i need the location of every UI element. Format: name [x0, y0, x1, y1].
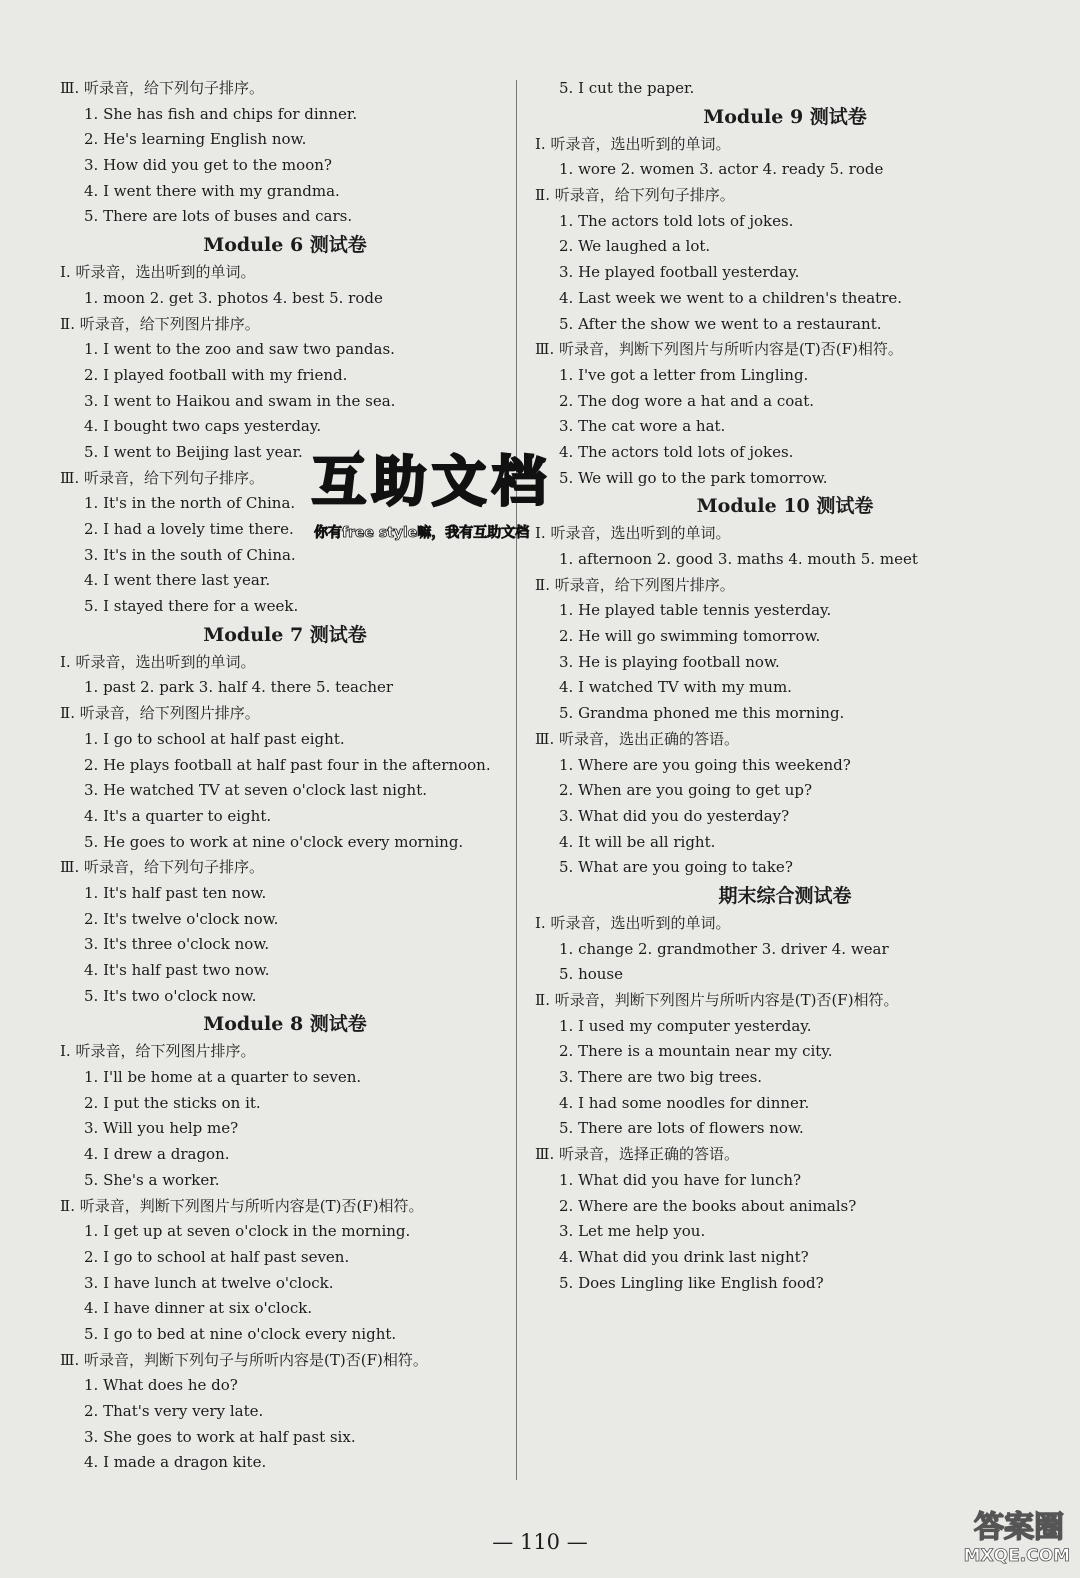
- answer-line: 1. Where are you going this weekend?: [559, 755, 851, 774]
- answer-line: 5. I went to Beijing last year.: [84, 442, 303, 461]
- answer-line: 1. What does he do?: [84, 1376, 238, 1395]
- question-heading: Ⅱ. 听录音，判断下列图片与所听内容是(T)否(F)相符。: [535, 991, 899, 1009]
- corner-logo-url: MXQE.COM: [963, 1546, 1070, 1566]
- answer-line: 3. The cat wore a hat.: [559, 417, 726, 436]
- answer-line: 4. I drew a dragon.: [84, 1145, 230, 1164]
- answer-line: 4. It's half past two now.: [84, 961, 270, 979]
- answer-line: 5. Does Lingling like English food?: [559, 1273, 824, 1292]
- question-heading: Ⅱ. 听录音，判断下列图片与所听内容是(T)否(F)相符。: [60, 1196, 424, 1215]
- answer-line: 4. Last week we went to a children's theatre.: [559, 288, 903, 307]
- answer-line: 2. We laughed a lot.: [559, 237, 711, 256]
- answer-line: 3. It's in the south of China.: [84, 545, 296, 564]
- answer-line: 1. I used my computer yesterday.: [559, 1016, 812, 1035]
- answer-line: 2. The dog wore a hat and a coat.: [559, 391, 815, 410]
- answer-line: 1. She has fish and chips for dinner.: [84, 104, 358, 123]
- section-title: 期末综合测试卷: [718, 884, 852, 907]
- section-title: Module 8 测试卷: [203, 1013, 367, 1036]
- answer-line: 1. The actors told lots of jokes.: [559, 211, 794, 230]
- answer-line: 2. He plays football at half past four in the afternoon.: [84, 755, 491, 774]
- watermark-main: 互助文档: [312, 450, 552, 513]
- answer-line: 2. When are you going to get up?: [559, 781, 813, 800]
- answer-line: 4. I bought two caps yesterday.: [84, 417, 322, 436]
- answer-line: 1. change 2. grandmother 3. driver 4. wear: [559, 939, 889, 958]
- question-heading: Ⅲ. 听录音，判断下列图片与所听内容是(T)否(F)相符。: [535, 340, 903, 359]
- question-heading: Ⅱ. 听录音，给下列句子排序。: [535, 186, 735, 205]
- question-heading: Ⅲ. 听录音，给下列句子排序。: [60, 79, 265, 97]
- section-title: Module 6 测试卷: [203, 234, 367, 257]
- answer-line: 5. Grandma phoned me this morning.: [559, 704, 845, 723]
- column-divider: [516, 80, 517, 1480]
- answer-line: 2. He's learning English now.: [84, 130, 307, 149]
- section-title: Module 7 测试卷: [203, 623, 367, 646]
- answer-line: 2. It's twelve o'clock now.: [84, 909, 279, 928]
- answer-line: 1. I'll be home at a quarter to seven.: [84, 1068, 362, 1087]
- answer-line: 1. past 2. park 3. half 4. there 5. teacher: [84, 678, 394, 697]
- answer-line: 3. She goes to work at half past six.: [84, 1427, 356, 1446]
- question-heading: Ⅰ. 听录音，选出听到的单词。: [535, 524, 731, 543]
- question-heading: Ⅱ. 听录音，给下列图片排序。: [60, 704, 260, 723]
- answer-line: 2. I played football with my friend.: [84, 365, 348, 384]
- answer-line: 4. It will be all right.: [559, 832, 716, 851]
- answer-line: 1. He played table tennis yesterday.: [559, 601, 832, 620]
- answer-line: 1. It's half past ten now.: [84, 883, 267, 902]
- answer-line: 5. After the show we went to a restaurant.: [559, 314, 882, 333]
- answer-line: 5. We will go to the park tomorrow.: [559, 468, 828, 487]
- answer-line: 3. What did you do yesterday?: [559, 806, 790, 825]
- answer-line: 1. I get up at seven o'clock in the morning.: [84, 1222, 411, 1241]
- corner-logo-title: 答案圈: [974, 1510, 1064, 1545]
- question-heading: Ⅰ. 听录音，选出听到的单词。: [60, 652, 256, 671]
- section-title: Module 10 测试卷: [696, 495, 874, 518]
- answer-line: 4. I had some noodles for dinner.: [559, 1093, 810, 1112]
- answer-line: 5. What are you going to take?: [559, 858, 793, 877]
- question-heading: Ⅲ. 听录音，选择正确的答语。: [535, 1145, 740, 1164]
- answer-line: 4. It's a quarter to eight.: [84, 806, 272, 825]
- answer-line: 1. What did you have for lunch?: [559, 1170, 802, 1189]
- answer-line: 2. I put the sticks on it.: [84, 1093, 261, 1112]
- answer-line: 2. I had a lovely time there.: [84, 520, 294, 538]
- answer-line: 4. What did you drink last night?: [559, 1247, 809, 1266]
- answer-line: 5. I go to bed at nine o'clock every night.: [84, 1324, 397, 1343]
- answer-line: 2. There is a mountain near my city.: [559, 1042, 833, 1061]
- answer-line: 5. There are lots of flowers now.: [559, 1119, 804, 1138]
- question-heading: Ⅱ. 听录音，给下列图片排序。: [60, 314, 260, 333]
- answer-line: 3. How did you get to the moon?: [84, 156, 332, 175]
- corner-logo: [904, 1502, 1074, 1572]
- answer-line: 5. I cut the paper.: [559, 79, 695, 97]
- answer-line: 3. He played football yesterday.: [559, 263, 800, 282]
- question-heading: Ⅰ. 听录音，给下列图片排序。: [60, 1042, 256, 1061]
- answer-line: 5. I stayed there for a week.: [84, 597, 299, 616]
- left-column: [60, 76, 510, 1476]
- answer-line: 1. afternoon 2. good 3. maths 4. mouth 5. meet: [559, 550, 918, 568]
- question-heading: Ⅲ. 听录音，选出正确的答语。: [535, 729, 740, 748]
- answer-line: 3. He watched TV at seven o'clock last night.: [84, 781, 428, 800]
- answer-line: 2. He will go swimming tomorrow.: [559, 627, 821, 646]
- answer-line: 5. It's two o'clock now.: [84, 986, 257, 1005]
- page-number: — 110 —: [492, 1530, 588, 1554]
- answer-line: 4. I watched TV with my mum.: [559, 678, 792, 697]
- right-column: [535, 76, 1035, 1296]
- answer-line: 1. I've got a letter from Lingling.: [559, 365, 809, 384]
- answer-line: 2. I go to school at half past seven.: [84, 1247, 350, 1266]
- answer-line: 5. He goes to work at nine o'clock every morning.: [84, 832, 464, 851]
- question-heading: Ⅲ. 听录音，判断下列句子与所听内容是(T)否(F)相符。: [60, 1350, 428, 1369]
- answer-line: 1. wore 2. women 3. actor 4. ready 5. rode: [559, 160, 884, 179]
- answer-line: 3. He is playing football now.: [559, 652, 780, 671]
- answer-line: 4. I went there with my grandma.: [84, 181, 340, 200]
- answer-line: 2. Where are the books about animals?: [559, 1196, 857, 1215]
- answer-line: 3. There are two big trees.: [559, 1068, 763, 1087]
- question-heading: Ⅰ. 听录音，选出听到的单词。: [535, 134, 731, 153]
- question-heading: Ⅲ. 听录音，给下列句子排序。: [60, 468, 265, 487]
- answer-line: 3. Will you help me?: [84, 1119, 239, 1138]
- answer-line: 3. I have lunch at twelve o'clock.: [84, 1273, 334, 1292]
- answer-line: 1. It's in the north of China.: [84, 494, 296, 513]
- answer-line: 5. There are lots of buses and cars.: [84, 207, 353, 226]
- question-heading: Ⅱ. 听录音，给下列图片排序。: [535, 575, 735, 594]
- question-heading: Ⅰ. 听录音，选出听到的单词。: [60, 263, 256, 282]
- answer-line: 3. I went to Haikou and swam in the sea.: [84, 391, 396, 410]
- answer-line: 4. I made a dragon kite.: [84, 1453, 267, 1472]
- answer-line: 4. I went there last year.: [84, 571, 271, 590]
- watermark-tagline: 你有free style嘛，我有互助文档: [314, 525, 530, 541]
- section-title: Module 9 测试卷: [703, 105, 867, 128]
- answer-line: 4. The actors told lots of jokes.: [559, 442, 794, 461]
- answer-line: 5. She's a worker.: [84, 1170, 220, 1189]
- answer-line: 1. I went to the zoo and saw two pandas.: [84, 340, 395, 359]
- answer-line: 1. I go to school at half past eight.: [84, 729, 345, 748]
- answer-line: 5. house: [559, 965, 624, 984]
- answer-line: 3. It's three o'clock now.: [84, 935, 270, 954]
- question-heading: Ⅰ. 听录音，选出听到的单词。: [535, 913, 731, 932]
- answer-line: 2. That's very very late.: [84, 1402, 264, 1420]
- question-heading: Ⅲ. 听录音，给下列句子排序。: [60, 858, 265, 877]
- answer-line: 4. I have dinner at six o'clock.: [84, 1299, 313, 1318]
- answer-line: 3. Let me help you.: [559, 1222, 706, 1241]
- answer-line: 1. moon 2. get 3. photos 4. best 5. rode: [84, 288, 383, 307]
